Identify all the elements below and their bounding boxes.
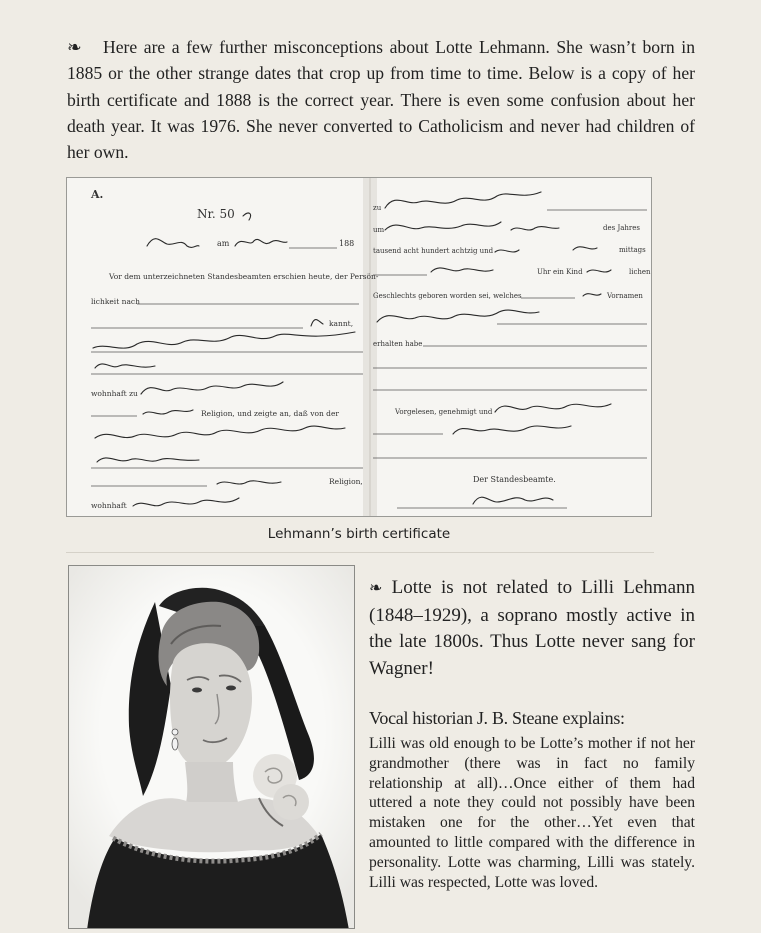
fleuron-icon: ❧ xyxy=(369,580,383,597)
lotte-note-text: Lotte is not related to Lilli Lehmann (1848–1929), a soprano mostly active in the late 1800s. Thus Lotte never sang for Wagner! xyxy=(369,577,696,679)
lilli-lehmann-portrait xyxy=(68,565,355,929)
cert-letter: A. xyxy=(91,188,104,201)
cert-right-um: um xyxy=(373,226,385,234)
cert-des-jahres: des Jahres xyxy=(603,224,641,232)
cert-religion2: Religion, xyxy=(329,477,363,486)
lotte-note-paragraph xyxy=(369,575,695,682)
cert-year-prefix: 188 xyxy=(339,239,355,248)
steane-quote: Lilli was old enough to be Lotte’s mother if not her grandmother (there was in fact no family relationship at all)…Once either of them had uttered a note they could not possibly have been mistaken one for the other…Yet even that amounted to little compared with the difference in personality. Lotte was charming, Lilli was stately. Lilli was respected, Lotte was loved. xyxy=(369,735,695,891)
cert-vorgelesen: Vorgelesen, genehmigt und xyxy=(395,408,493,416)
certificate-caption: Lehmann’s birth certificate xyxy=(267,526,451,542)
section-divider xyxy=(66,552,654,553)
cert-number: Nr. 50 xyxy=(197,207,235,221)
cert-presented-line: Vor dem unterzeichneten Standesbeamten erschien heute, der Persön- xyxy=(109,272,379,281)
intro-text: Here are a few further misconceptions about Lotte Lehmann. She wasn’t born in 1885 or the other strange dates that crop up from time to time. Below is a copy of her birth certificate and 1888 is the correct year. There is even some confusion about her death year. It was 1976. She never converted to Catholicism and never had children of her own. xyxy=(67,37,695,163)
fleuron-icon: ❧ xyxy=(67,37,82,57)
cert-erhalten: erhalten habe xyxy=(373,340,423,348)
steane-heading: Vocal historian J. B. Steane explains: xyxy=(369,708,625,728)
cert-geschlechts: Geschlechts geboren worden sei, welches xyxy=(373,292,522,300)
birth-certificate-image xyxy=(66,177,652,517)
cert-wohnhaft2: wohnhaft xyxy=(91,501,127,510)
intro-paragraph xyxy=(67,34,695,165)
cert-vornamen: Vornamen xyxy=(607,292,643,300)
cert-right-zu: zu xyxy=(373,204,382,212)
cert-lichen: lichen xyxy=(629,268,651,276)
cert-religion1: Religion, und zeigte an, daß von der xyxy=(201,409,339,418)
cert-am: am xyxy=(217,239,230,248)
cert-tausend: tausend acht hundert achtzig und xyxy=(373,247,494,255)
cert-wohnhaft1: wohnhaft zu xyxy=(91,389,138,398)
cert-lichkeit: lichkeit nach xyxy=(91,297,140,306)
cert-kannt: kannt, xyxy=(329,319,354,328)
cert-uhr: Uhr ein Kind xyxy=(537,268,583,276)
cert-mittags: mittags xyxy=(619,246,646,254)
cert-standesbeamte: Der Standesbeamte. xyxy=(473,475,556,484)
